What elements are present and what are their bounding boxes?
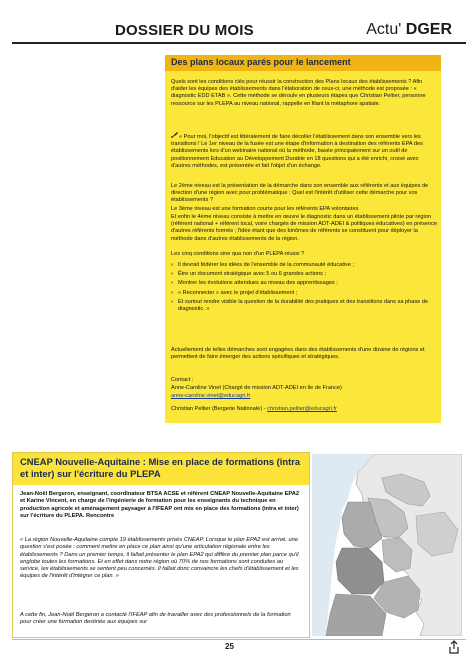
section-title: DOSSIER DU MOIS [115, 22, 254, 39]
box1-quote-p1: « Pour moi, l'objectif est littéralement de faire décoller l'établissement dans son ensemble vers les transitions ! Le 1er niveau de la fusée est une étape d'information à destination des référents EPA des établissements lors d'un webinaire national où la méthode, basée principalement sur un outil de positionnement Education au Développement Durable en 18 questions qui a été enrichi, croisé avec d'autres méthodes, est présentée et fait l'objet d'un échange. [171, 134, 423, 169]
box2-outro: A cette fin, Jean-Noël Bergeron a contacté l'IFEAP afin de travailler avec des professionnels de la formation pour créer une formation destinée aux équipes sur [20, 612, 291, 626]
contact-2: Christian Peltier (Bergerie Nationale) - christian.peltier@educagri.fr [171, 406, 337, 412]
box1-quote-p4: Et enfin le 4ème niveau consiste à mettre en œuvre le diagnostic dans un établissement pilote par région (référent national + référent local, voire chargés de mission ADT-ADEI & politiques éducatives) en présence d'autres référents formés ; l'idée étant que des binômes de référents se constituent pour déployer la méthode dans d'autres établissements de la région. [171, 214, 437, 242]
list-item: › Montrer les évolutions attendues au niveau des apprentissages ; [171, 280, 437, 287]
box1-intro: Quels sont les conditions clés pour réussir la construction des Plans locaux des établissements ? Afin d'aider les équipes des établissements dans l'élaboration de ceux-ci, une méthode est proposée : « diagnostic EDD ETAB ». Cette méthode se déroule en plusieurs étapes que Christian Peltier, personne ressource sur les PLEPA au niveau national, rappelle en filant la métaphore spatiale. [171, 79, 426, 107]
list-item: › Il devrait fédérer les idées de l'ensemble de la communauté éducative ; [171, 262, 437, 269]
box1-title: Des plans locaux parés pour le lancement [171, 57, 351, 67]
article-cneap [12, 452, 310, 638]
sidebar-box-plans-locaux [165, 55, 441, 423]
list-item: › Et surtout rendre visible la question de la durabilité des pratiques et des transitions dans sa phase de diagnostic. » [171, 299, 437, 313]
box1-outro: Actuellement de telles démarches sont engagées dans des établissements d'une dizaine de régions et permettent de faire émerger des actions spécifiques et stratégiques. [171, 347, 425, 361]
list-item: › Être un document stratégique avec 5 ou 6 grandes actions ; [171, 271, 437, 278]
contact-1-email[interactable]: anne-caroline.vinet@educagri.fr [171, 393, 251, 399]
box2-intro: Jean-Noël Bergeron, enseignant, coordinateur BTSA ACSE et référent CNEAP Nouvelle-Aquitaine EPA2 et Karine Vincent, en charge de l'ingénierie de formation pour les enseignants du technique en production agricole et aménagement paysager à l'IFEAP ont mis en place des formations (intra et inter) sur l'écriture du PLEPA. Rencontre [20, 491, 300, 519]
contact-label: Contact : [171, 377, 194, 383]
page-header [12, 12, 466, 46]
box1-header [165, 55, 441, 71]
page-footer [0, 640, 474, 656]
box2-header [13, 453, 309, 485]
contact-1: Anne-Caroline Vinet (Chargé de mission ADT-ADEI en Ile de France) [171, 385, 342, 391]
list-item: › « Reconnecter » avec le projet d'établissement ; [171, 290, 437, 297]
rocket-icon [171, 132, 179, 141]
box1-list-title: Les cinq conditions sine qua non d'un PLEPA réussi ? [171, 251, 305, 257]
header-divider [12, 42, 466, 44]
page-number: 25 [225, 642, 234, 651]
share-icon[interactable] [448, 640, 460, 654]
box2-quote: « La région Nouvelle-Aquitaine compte 19 établissements privés CNEAP. Lorsque le plan EPA2 est arrivé, une question s'est posée : comment mettre en place ce plan ainsi qu'une articulation régionale entre les établissements ? Dans un premier temps, il fallait présenter le plan EPA2 qui diffère du premier plan parce qu'il englobe toutes les formations. Et en effet dans notre région où 70% de nos formations sont conduites au service, les établissements se sentent peu concernés. Il fallait donc convaincre les chefs d'établissement et les équipes de l'intérêt d'intégrer ce plan. » [20, 537, 299, 580]
nouvelle-aquitaine-map [312, 454, 462, 636]
box1-quote-p2: Le 2ème niveau est la présentation de la démarche dans son ensemble aux référents et aux équipes de direction d'une région avec pour problématique : Quel est l'intérêt d'utiliser cette démarche pour vos établissements ? [171, 183, 429, 204]
box1-list [171, 262, 437, 313]
magazine-name: Actu' DGER [366, 21, 452, 38]
box2-title: CNEAP Nouvelle-Aquitaine : Mise en place de formations (intra et inter) sur l'écriture du PLEPA [20, 456, 301, 479]
box1-quote-p3: Le 3ème niveau est une formation courte pour les référents EPA volontaires [171, 206, 359, 212]
contact-2-email[interactable]: christian.peltier@educagri.fr [267, 406, 337, 412]
